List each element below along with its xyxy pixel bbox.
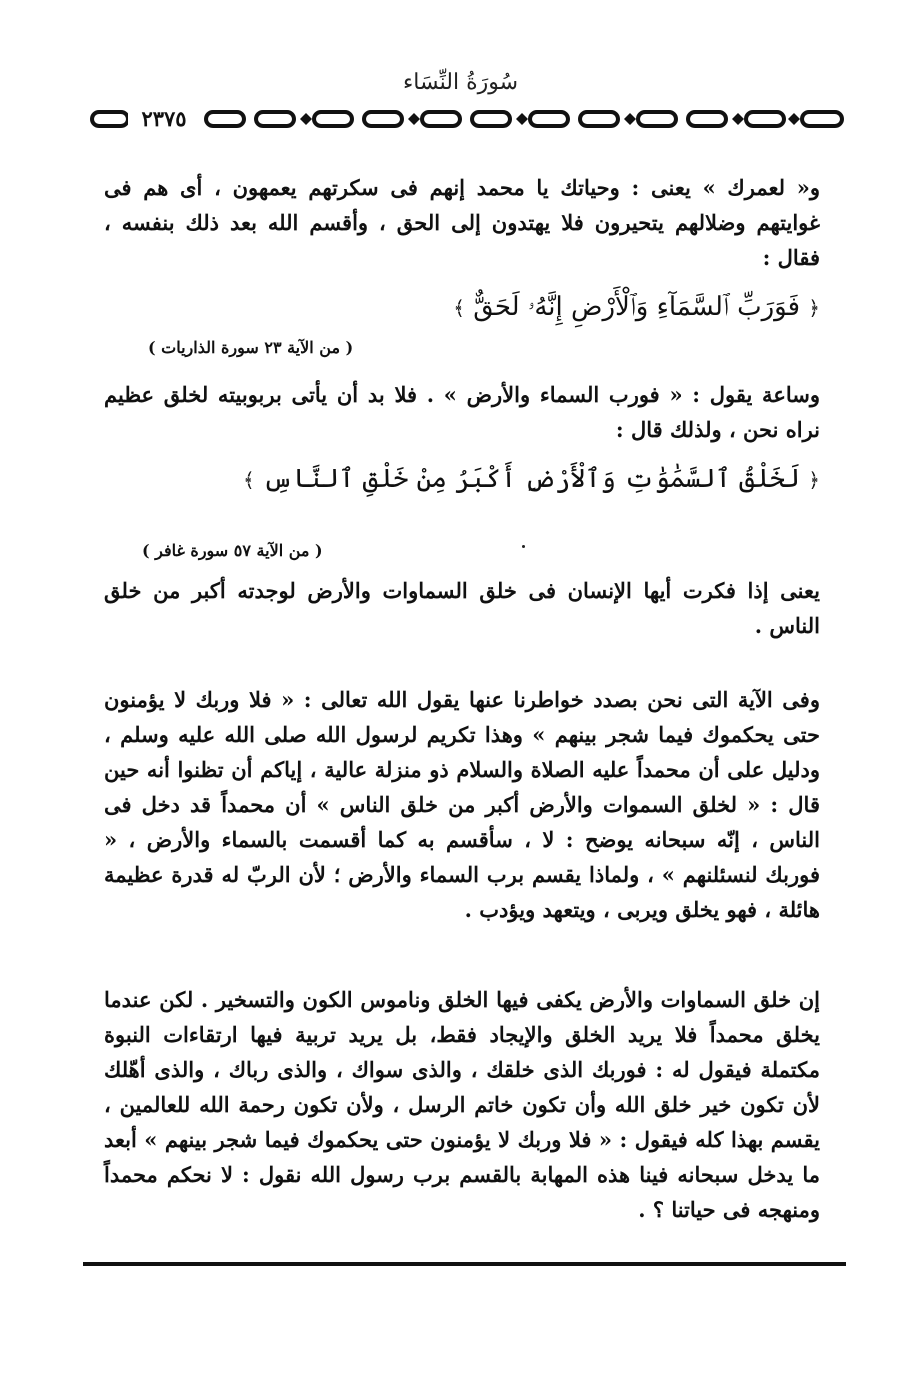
page-number: ٢٣٧٥ xyxy=(128,104,200,134)
verse-close-bracket: ﴾ xyxy=(453,296,465,320)
header-chain-border xyxy=(88,104,848,134)
paragraph-5: إن خلق السماوات والأرض يكفى فيها الخلق وناموس الكون والتسخير . لكن عندما يخلق محمداً فلا يريد الخلق والإيجاد فقط، بل يريد تربية فيها ارتقاءات النبوة مكتملة فيقول له : فوربك الذى خلقك ، والذى سواك ، والذى رباك ، والذى أهّلك لأن تكون خير خلق الله وأن تكون خاتم الرسل ، ولأن تكون رحمة الله للعالمين ، يقسم بهذا كله فيقول : « فلا وربك لا يؤمنون حتى يحكموك فيما شجر بينهم » أبعد ما يدخل سبحانه فينا هذه المهابة بالقسم برب رسول الله نقول : لا نحكم محمداً ومنهجه فى حياتنا ؟ . xyxy=(104,987,820,1222)
quran-verse-1 xyxy=(300,292,820,323)
verse-open-bracket: ﴿ xyxy=(808,296,820,320)
paragraph-1: و« لعمرك » يعنى : وحياتك يا محمد إنهم فى سكرتهم يعمهون ، أى هم فى غوايتهم وضلالهم يتحيرون فلا يهتدون إلى الحق ، وأقسم الله بعد ذلك بنفسه ، فقال : xyxy=(104,175,820,270)
verse-1-reference: ( من الآية ٢٣ سورة الذاريات ) xyxy=(148,338,354,357)
verse-close-bracket: ﴾ xyxy=(242,468,255,492)
stray-dot xyxy=(522,545,525,548)
paragraph-3: يعنى إذا فكرت أيها الإنسان فى خلق السماوات والأرض لوجدته أكبر من خلق الناس . xyxy=(104,578,820,638)
verse-open-bracket: ﴿ xyxy=(808,468,820,492)
quran-verse-2 xyxy=(242,464,820,494)
bottom-rule xyxy=(83,1262,846,1266)
verse-text: فَوَرَبِّ ٱلسَّمَآءِ وَٱلْأَرْضِ إِنَّهُۥ لَحَقٌّ xyxy=(473,292,801,322)
surah-title: سُورَةُ النِّسَاء xyxy=(402,70,519,95)
paragraph-4: وفى الآية التى نحن بصدد خواطرنا عنها يقول الله تعالى : « فلا وربك لا يؤمنون حتى يحكموك فيما شجر بينهم » وهذا تكريم لرسول الله صلى الله عليه وسلم ، ودليل على أن محمداً عليه الصلاة والسلام ذو منزلة عالية ، إياكم أن تظنوا أنه حين قال : « لخلق السموات والأرض أكبر من خلق الناس » أن محمداً قد دخل فى الناس ، إنّه سبحانه يوضح : لا ، سأقسم به كما أقسمت بالسماء والأرض ، « فوربك لنسئلنهم » ، ولماذا يقسم برب السماء والأرض ؛ لأن الربّ له قدرة عظيمة هائلة ، فهو يخلق ويربى ، ويتعهد ويؤدب . xyxy=(104,687,820,922)
paragraph-2: وساعة يقول : « فورب السماء والأرض » . فلا بد أن يأتى بربوبيته لخلق عظيم نراه نحن ، ولذلك قال : xyxy=(104,382,820,442)
verse-2-reference: ( من الآية ٥٧ سورة غافر ) xyxy=(142,541,323,560)
verse-text: لَخَلْقُ ٱلسَّمَٰوَٰتِ وَٱلْأَرْضِ أَكْبَرُ مِنْ خَلْقِ ٱلنَّاسِ xyxy=(262,464,801,494)
